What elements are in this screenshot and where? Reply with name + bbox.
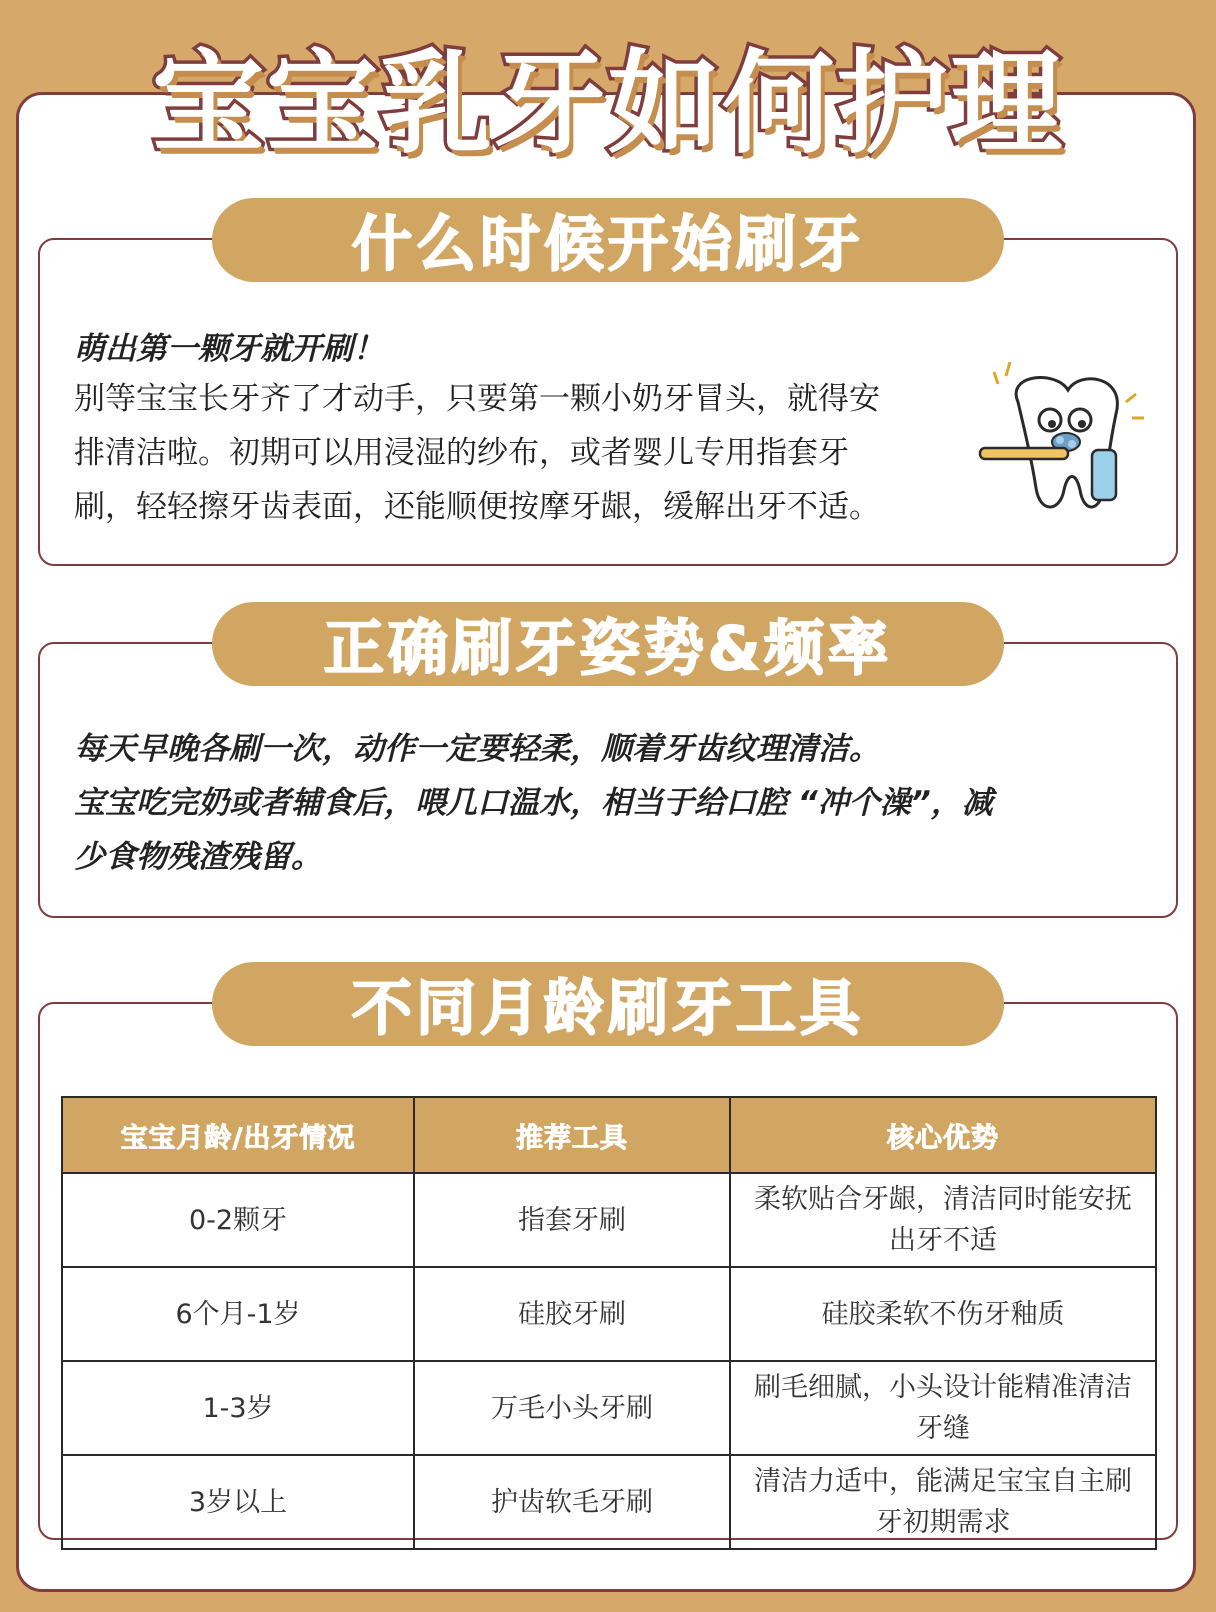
cell-tool: 护齿软毛牙刷 — [414, 1455, 730, 1549]
cell-age: 3岁以上 — [62, 1455, 414, 1549]
table-header-row — [62, 1097, 1156, 1173]
paragraph-line: 宝宝吃完奶或者辅食后，喂几口温水，相当于给口腔 “冲个澡”，减 — [74, 785, 993, 821]
paragraph-line: 每天早晚各刷一次，动作一定要轻柔，顺着牙齿纹理清洁。 — [74, 731, 880, 767]
column-header-age: 宝宝月龄/出牙情况 — [62, 1097, 414, 1173]
table-row — [62, 1267, 1156, 1361]
cell-age: 6个月-1岁 — [62, 1267, 414, 1361]
tooth-brushing-illustration — [976, 362, 1148, 534]
table-row — [62, 1455, 1156, 1549]
cell-age: 1-3岁 — [62, 1361, 414, 1455]
column-header-advantage: 核心优势 — [730, 1097, 1156, 1173]
section-heading-when-to-brush: 什么时候开始刷牙 — [212, 198, 1004, 282]
column-header-tool: 推荐工具 — [414, 1097, 730, 1173]
cell-advantage: 清洁力适中，能满足宝宝自主刷牙初期需求 — [730, 1455, 1156, 1549]
cell-tool: 指套牙刷 — [414, 1173, 730, 1267]
section-heading-tools-by-age: 不同月龄刷牙工具 — [212, 962, 1004, 1046]
section-paragraph-1 — [74, 372, 880, 534]
section-highlight: 萌出第一颗牙就开刷！ — [74, 331, 384, 367]
cell-advantage: 硅胶柔软不伤牙釉质 — [730, 1267, 1156, 1361]
paragraph-line: 少食物残渣残留。 — [74, 839, 322, 875]
page-title: 宝宝乳牙如何护理 — [152, 38, 1064, 169]
table-row — [62, 1361, 1156, 1455]
paragraph-line: 别等宝宝长牙齐了才动手，只要第一颗小奶牙冒头，就得安 — [74, 381, 880, 417]
cell-tool: 万毛小头牙刷 — [414, 1361, 730, 1455]
section-heading-posture-frequency: 正确刷牙姿势&频率 — [212, 602, 1004, 686]
table-row — [62, 1173, 1156, 1267]
cell-age: 0-2颗牙 — [62, 1173, 414, 1267]
paragraph-line: 刷，轻轻擦牙齿表面，还能顺便按摩牙龈，缓解出牙不适。 — [74, 489, 880, 525]
cell-advantage: 柔软贴合牙龈，清洁同时能安抚出牙不适 — [730, 1173, 1156, 1267]
paragraph-line: 排清洁啦。初期可以用浸湿的纱布，或者婴儿专用指套牙 — [74, 435, 849, 471]
cell-tool: 硅胶牙刷 — [414, 1267, 730, 1361]
tools-table — [61, 1096, 1157, 1550]
cell-advantage: 刷毛细腻，小头设计能精准清洁牙缝 — [730, 1361, 1156, 1455]
section-paragraph-2 — [74, 722, 993, 884]
